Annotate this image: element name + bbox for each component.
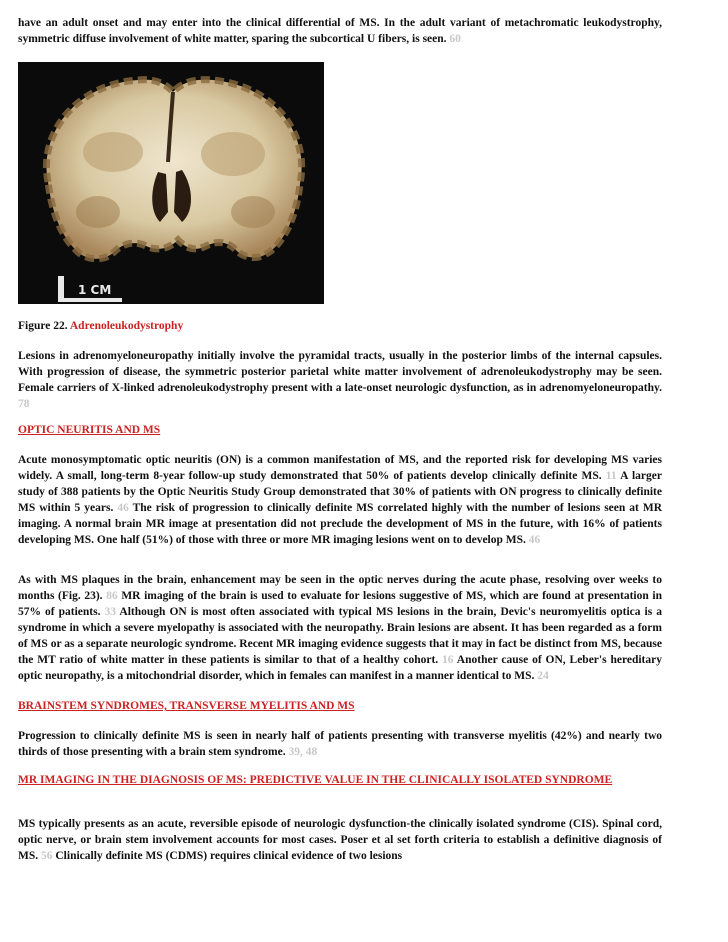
citation-link[interactable]: 39, 48 [288, 746, 318, 758]
citation-link[interactable]: 24 [537, 670, 549, 682]
mr-paragraph: MS typically presents as an acute, reversible episode of neurologic dysfunction-the clinically isolated syndrome (CIS). Spinal cord, optic nerve, or brain stem involvement accounts for most cases. Poser et al set forth criteria to establish a definitive diagnosis of MS. 56 Clinically definite MS (CDMS) requires clinical evidence of two lesions [18, 818, 662, 862]
citation-link[interactable]: 46 [528, 534, 541, 546]
scale-bar-label: 1 CM [78, 283, 112, 297]
brainstem-paragraph: Progression to clinically definite MS is seen in nearly half of patients presenting with transverse myelitis (42%) and nearly two thirds of those presenting with a brain stem syndrome. 39, 48 [18, 730, 662, 758]
optic-paragraph-2: As with MS plaques in the brain, enhancement may be seen in the optic nerves during the acute phase, resolving over weeks to months (Fig. 23). 86 MR imaging of the brain is used to evaluate for lesions suggestive of MS, which are found at presentation in 57% of patients. 33 Although ON is most often associated with typical MS lesions in the brain, Devic's neuromyelitis optica is a syndrome in which a severe myelopathy is associated with the neuropathy. Brain lesions are absent. It has been regarded as a form of MS or as a separate neurologic syndrome. Recent MR imaging evidence suggests that it may in fact be distinct from MS, because the MT ratio of white matter in these patients is similar to that of a healthy cohort. 16 Another cause of ON, Leber's hereditary optic neuropathy, is a mitochondrial disorder, which in females can manifest in a manner identical to MS. 24 [18, 574, 662, 682]
mr-imaging-heading-link[interactable]: MR IMAGING IN THE DIAGNOSIS OF MS: PREDICTIVE VALUE IN THE CLINICALLY ISOLATED SYNDROME [18, 774, 613, 786]
citation-link[interactable]: 46 [117, 502, 129, 514]
citation-link[interactable]: 16 [442, 654, 454, 666]
figure-caption: Figure 22. Adrenoleukodystrophy [18, 320, 184, 332]
citation-link[interactable]: 56 [41, 850, 53, 862]
figure-caption-link[interactable]: Adrenoleukodystrophy [69, 320, 184, 332]
section-heading-brainstem [18, 698, 662, 714]
citation-link[interactable]: 11 [605, 470, 617, 482]
adreno-paragraph: Lesions in adrenomyeloneuropathy initially involve the pyramidal tracts, usually in the posterior limbs of the internal capsules. With progression of disease, the symmetric posterior parietal white matter involvement of adrenoleukodystrophy may be seen. Female carriers of X-linked adrenoleukodystrophy present with a late-onset neurologic dysfunction, as in adrenomyeloneuropathy. 78 [18, 350, 662, 410]
section-heading-optic-neuritis [18, 422, 662, 438]
citation-link[interactable]: 33 [104, 606, 117, 618]
brain-coronal-section-illustration [18, 62, 324, 304]
citation-link[interactable]: 78 [18, 398, 30, 410]
optic-neuritis-heading-link[interactable]: OPTIC NEURITIS AND MS [18, 424, 161, 436]
intro-paragraph: have an adult onset and may enter into the clinical differential of MS. In the adult variant of metachromatic leukodystrophy, symmetric diffuse involvement of white matter, sparing the subcortical U fibers, is seen. 60 [18, 17, 662, 45]
optic-paragraph-1: Acute monosymptomatic optic neuritis (ON) is a common manifestation of MS, and the reported risk for developing MS varies widely. A small, long-term 8-year follow-up study demonstrated that 50% of patients develop clinically definite MS. 11 A larger study of 388 patients by the Optic Neuritis Study Group demonstrated that 30% of patients with ON progress to clinically definite MS within 5 years. 46 The risk of progression to clinically definite MS correlated highly with the number of lesions seen at MR imaging. A normal brain MR image at presentation did not preclude the development of MS in the future, with 16% of patients developing MS. One half (51%) of those with three or more MR imaging lesions went on to develop MS. 46 [18, 454, 662, 546]
citation-link[interactable]: 60 [449, 33, 461, 45]
section-heading-mr-imaging [18, 772, 662, 788]
citation-link[interactable]: 86 [106, 590, 118, 602]
brainstem-heading-link[interactable]: BRAINSTEM SYNDROMES, TRANSVERSE MYELITIS AND MS [18, 700, 355, 712]
brain-specimen-image [18, 62, 324, 304]
